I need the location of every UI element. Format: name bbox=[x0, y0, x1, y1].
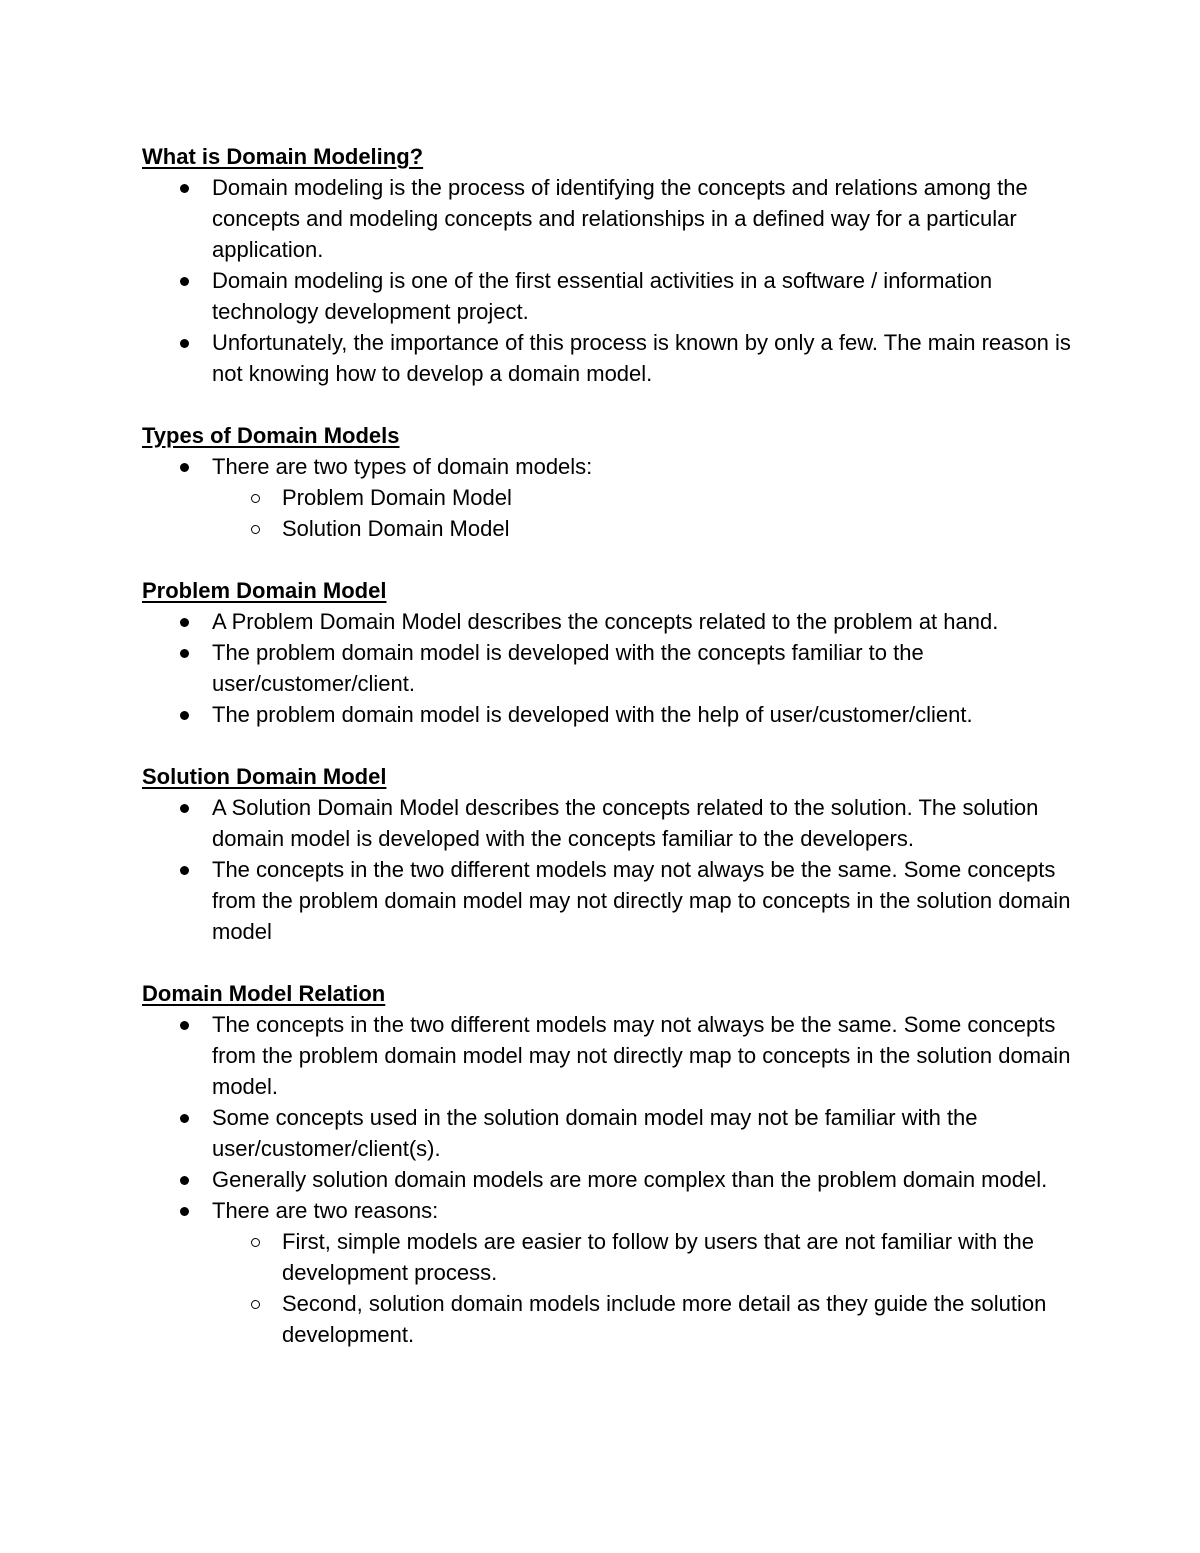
section-heading: Problem Domain Model bbox=[142, 578, 387, 603]
bullet-list bbox=[142, 792, 1072, 947]
sub-bullet-text: Solution Domain Model bbox=[282, 516, 510, 541]
bullet-text: A Problem Domain Model describes the concepts related to the problem at hand. bbox=[212, 609, 999, 634]
bullet-text: The problem domain model is developed with the help of user/customer/client. bbox=[212, 702, 973, 727]
hollow-bullet-icon bbox=[251, 1300, 260, 1309]
bullet-dot-icon bbox=[180, 804, 189, 813]
hollow-bullet-icon bbox=[251, 494, 260, 503]
bullet-item bbox=[142, 1164, 1072, 1195]
section-domain-model-relation bbox=[142, 978, 1072, 1350]
bullet-item bbox=[142, 1102, 1072, 1164]
section-heading: Solution Domain Model bbox=[142, 764, 387, 789]
bullet-item bbox=[142, 265, 1072, 327]
bullet-item bbox=[142, 606, 1072, 637]
bullet-dot-icon bbox=[180, 463, 189, 472]
bullet-dot-icon bbox=[180, 277, 189, 286]
sub-bullet-item bbox=[212, 1288, 1072, 1350]
section-heading: What is Domain Modeling? bbox=[142, 144, 424, 169]
bullet-list bbox=[142, 451, 1072, 544]
bullet-item bbox=[142, 792, 1072, 854]
sub-bullet-list bbox=[212, 482, 1072, 544]
bullet-item bbox=[142, 854, 1072, 947]
bullet-text: Domain modeling is the process of identifying the concepts and relations among the concepts and modeling concepts and relationships in a defined way for a particular application. bbox=[212, 175, 1028, 262]
section-heading: Domain Model Relation bbox=[142, 981, 386, 1006]
bullet-text: Unfortunately, the importance of this process is known by only a few. The main reason is not knowing how to develop a domain model. bbox=[212, 330, 1071, 386]
document-page bbox=[142, 141, 1072, 1381]
bullet-list bbox=[142, 1009, 1072, 1350]
sub-bullet-text: Second, solution domain models include more detail as they guide the solution development. bbox=[282, 1291, 1047, 1347]
sub-bullet-text: Problem Domain Model bbox=[282, 485, 512, 510]
bullet-dot-icon bbox=[180, 711, 189, 720]
sub-bullet-list bbox=[212, 1226, 1072, 1350]
section-what-is-domain-modeling bbox=[142, 141, 1072, 389]
bullet-item bbox=[142, 699, 1072, 730]
section-types-of-domain-models bbox=[142, 420, 1072, 544]
bullet-item bbox=[142, 1195, 1072, 1350]
bullet-text: The concepts in the two different models may not always be the same. Some concepts from the problem domain model may not directly map to concepts in the solution domain model. bbox=[212, 1012, 1071, 1099]
bullet-item bbox=[142, 1009, 1072, 1102]
section-problem-domain-model bbox=[142, 575, 1072, 730]
hollow-bullet-icon bbox=[251, 1238, 260, 1247]
bullet-item bbox=[142, 637, 1072, 699]
sub-bullet-item bbox=[212, 482, 1072, 513]
sub-bullet-item bbox=[212, 1226, 1072, 1288]
bullet-dot-icon bbox=[180, 339, 189, 348]
bullet-text: The concepts in the two different models may not always be the same. Some concepts from the problem domain model may not directly map to concepts in the solution domain model bbox=[212, 857, 1071, 944]
bullet-list bbox=[142, 606, 1072, 730]
bullet-text: A Solution Domain Model describes the concepts related to the solution. The solution domain model is developed with the concepts familiar to the developers. bbox=[212, 795, 1039, 851]
bullet-dot-icon bbox=[180, 866, 189, 875]
bullet-dot-icon bbox=[180, 1021, 189, 1030]
bullet-item bbox=[142, 327, 1072, 389]
bullet-list bbox=[142, 172, 1072, 389]
bullet-text: There are two reasons: bbox=[212, 1198, 439, 1223]
section-heading: Types of Domain Models bbox=[142, 423, 400, 448]
bullet-item bbox=[142, 451, 1072, 544]
sub-bullet-item bbox=[212, 513, 1072, 544]
hollow-bullet-icon bbox=[251, 525, 260, 534]
bullet-text: Generally solution domain models are more complex than the problem domain model. bbox=[212, 1167, 1048, 1192]
bullet-text: The problem domain model is developed with the concepts familiar to the user/customer/client. bbox=[212, 640, 924, 696]
section-solution-domain-model bbox=[142, 761, 1072, 947]
bullet-dot-icon bbox=[180, 618, 189, 627]
bullet-dot-icon bbox=[180, 1207, 189, 1216]
bullet-item bbox=[142, 172, 1072, 265]
bullet-text: Domain modeling is one of the first essential activities in a software / information technology development project. bbox=[212, 268, 993, 324]
bullet-dot-icon bbox=[180, 1114, 189, 1123]
bullet-dot-icon bbox=[180, 1176, 189, 1185]
bullet-dot-icon bbox=[180, 649, 189, 658]
bullet-text: Some concepts used in the solution domain model may not be familiar with the user/customer/client(s). bbox=[212, 1105, 978, 1161]
bullet-dot-icon bbox=[180, 184, 189, 193]
sub-bullet-text: First, simple models are easier to follow by users that are not familiar with the development process. bbox=[282, 1229, 1034, 1285]
bullet-text: There are two types of domain models: bbox=[212, 454, 593, 479]
